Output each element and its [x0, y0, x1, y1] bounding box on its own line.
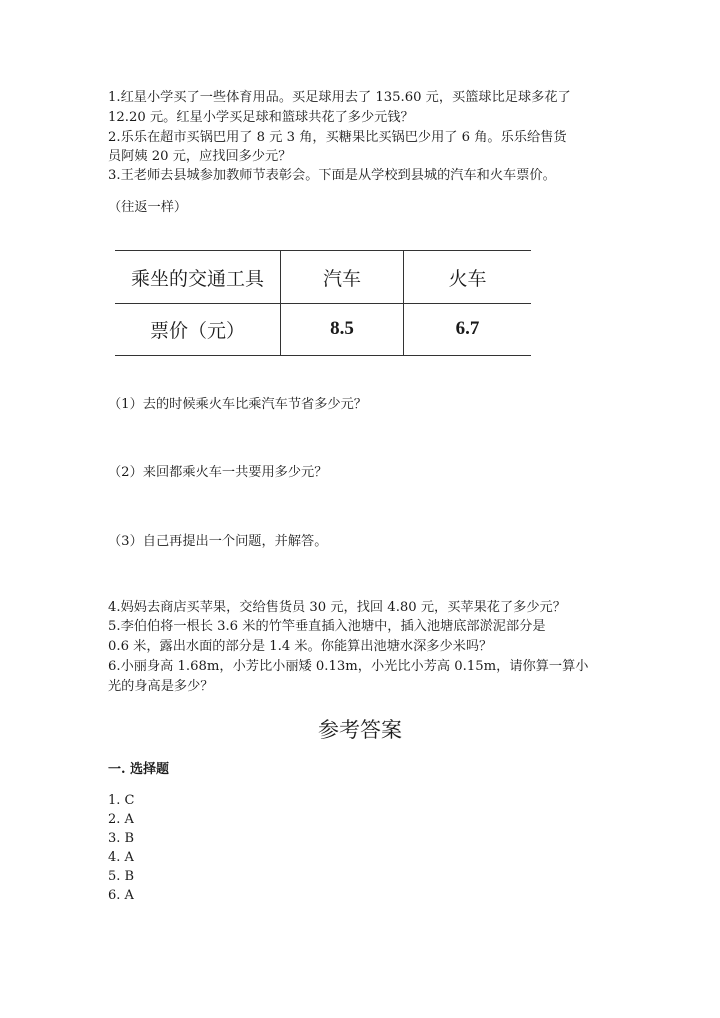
answers-section-heading: 一. 选择题 — [108, 762, 170, 777]
train-price: 6.7 — [455, 318, 480, 339]
bus-price: 8.5 — [281, 303, 404, 355]
q3-note: （往返一样） — [108, 200, 188, 215]
q5-line1: 5.李伯伯将一根长 3.6 米的竹竿垂直插入池塘中，插入池塘底部淤泥部分是 — [108, 619, 546, 634]
answer-item: 4. A — [108, 850, 134, 865]
q1-line2: 12.20 元。红星小学买足球和篮球共花了多少元钱？ — [108, 110, 414, 125]
q1-line1: 1.红星小学买了一些体育用品。买足球用去了 135.60 元，买篮球比足球多花了 — [108, 90, 571, 105]
sub-question-1: （1）去的时候乘火车比乘汽车节省多少元？ — [108, 397, 367, 412]
q5-line2: 0.6 米，露出水面的部分是 1.4 米。你能算出池塘水深多少米吗？ — [108, 639, 493, 654]
q6-line1: 6.小丽身高 1.68m，小芳比小丽矮 0.13m，小光比小芳高 0.15m，请你算一算小 — [108, 659, 589, 674]
sub-question-2: （2）来回都乘火车一共要用多少元？ — [108, 465, 328, 480]
answer-item: 5. B — [108, 869, 135, 884]
q4-line1: 4.妈妈去商店买苹果，交给售货员 30 元，找回 4.80 元，买苹果花了多少元？ — [108, 600, 566, 615]
header-vehicle: 乘坐的交通工具 — [115, 251, 281, 303]
header-bus: 汽车 — [281, 251, 404, 303]
q2-line1: 2.乐乐在超市买锅巴用了 8 元 3 角，买糖果比买锅巴少用了 6 角。乐乐给售货 — [108, 130, 567, 145]
answer-item: 2. A — [108, 812, 134, 827]
fare-table — [115, 250, 531, 356]
sub-question-3: （3）自己再提出一个问题，并解答。 — [108, 534, 328, 549]
q2-line2: 员阿姨 20 元，应找回多少元？ — [108, 149, 292, 164]
header-train: 火车 — [448, 267, 487, 290]
answer-item: 3. B — [108, 831, 135, 846]
answers-title: 参考答案 — [318, 718, 402, 742]
answer-item: 1. C — [108, 793, 135, 808]
q6-line2: 光的身高是多少？ — [108, 679, 214, 694]
fare-table-header-row — [115, 251, 531, 304]
row-label-price: 票价（元） — [115, 303, 281, 355]
answer-item: 6. A — [108, 888, 134, 903]
fare-table-price-row — [115, 303, 531, 355]
q3-line1: 3.王老师去县城参加教师节表彰会。下面是从学校到县城的汽车和火车票价。 — [108, 168, 556, 183]
